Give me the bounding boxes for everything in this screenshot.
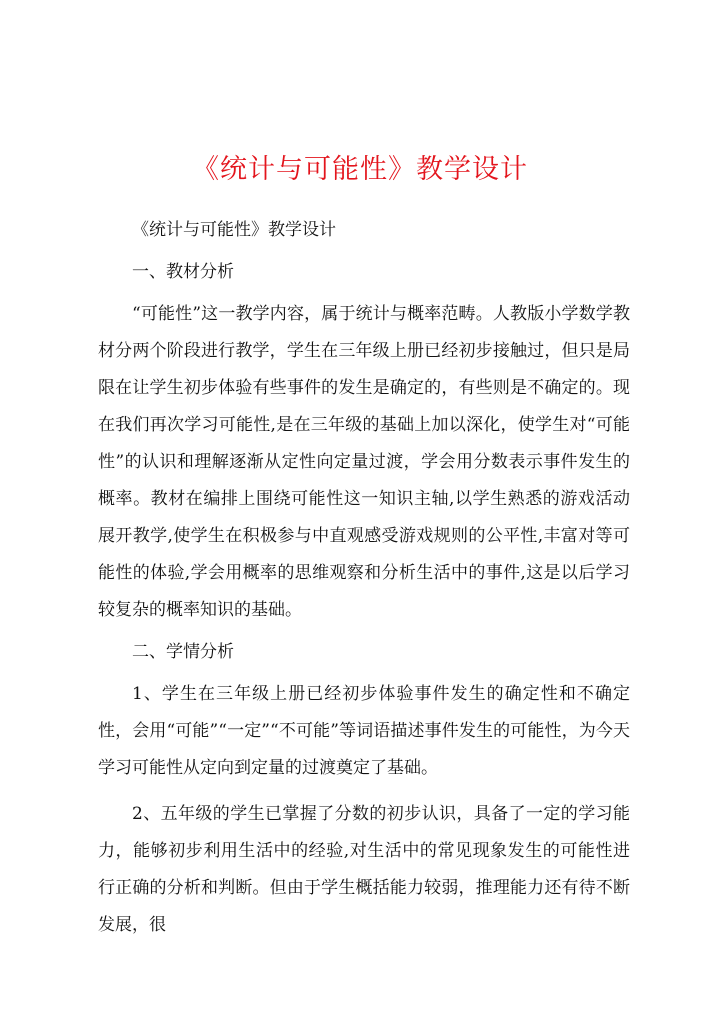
paragraph-materials-analysis: “可能性”这一教学内容，属于统计与概率范畴。人教版小学数学教材分两个阶段进行教学，学生在三年级上册已经初步接触过，但只是局限在让学生初步体验有些事件的发生是确定的，有些则是不确定的。现在我们再次学习可能性,是在三年级的基础上加以深化，使学生对“可能性”的认识和理解逐渐从定性向定量过渡，学会用分数表示事件发生的概率。教材在编排上围绕可能性这一知识主轴,以学生熟悉的游戏活动展开教学,使学生在积极参与中直观感受游戏规则的公平性,丰富对等可能性的体验,学会用概率的思维观察和分析生活中的事件,这是以后学习较复杂的概率知识的基础。 <box>98 304 630 620</box>
document-title: 《统计与可能性》教学设计 <box>192 154 528 185</box>
section-heading-students: 二、学情分析 <box>132 642 234 662</box>
paragraph-students-2: 2、五年级的学生已掌握了分数的初步认识，具备了一定的学习能力，能够初步利用生活中的经验,对生活中的常见现象发生的可能性进行正确的分析和判断。但由于学生概括能力较弱，推理能力还有待不断发展，很 <box>98 804 630 935</box>
section-heading-materials: 一、教材分析 <box>132 262 234 282</box>
document-body <box>98 212 630 944</box>
paragraph-students-1: 1、学生在三年级上册已经初步体验事件发生的确定性和不确定性，会用“可能”“一定”“不可能”等词语描述事件发生的可能性，为今天学习可能性从定向到定量的过渡奠定了基础。 <box>98 684 630 778</box>
document-subtitle: 《统计与可能性》教学设计 <box>132 220 336 240</box>
